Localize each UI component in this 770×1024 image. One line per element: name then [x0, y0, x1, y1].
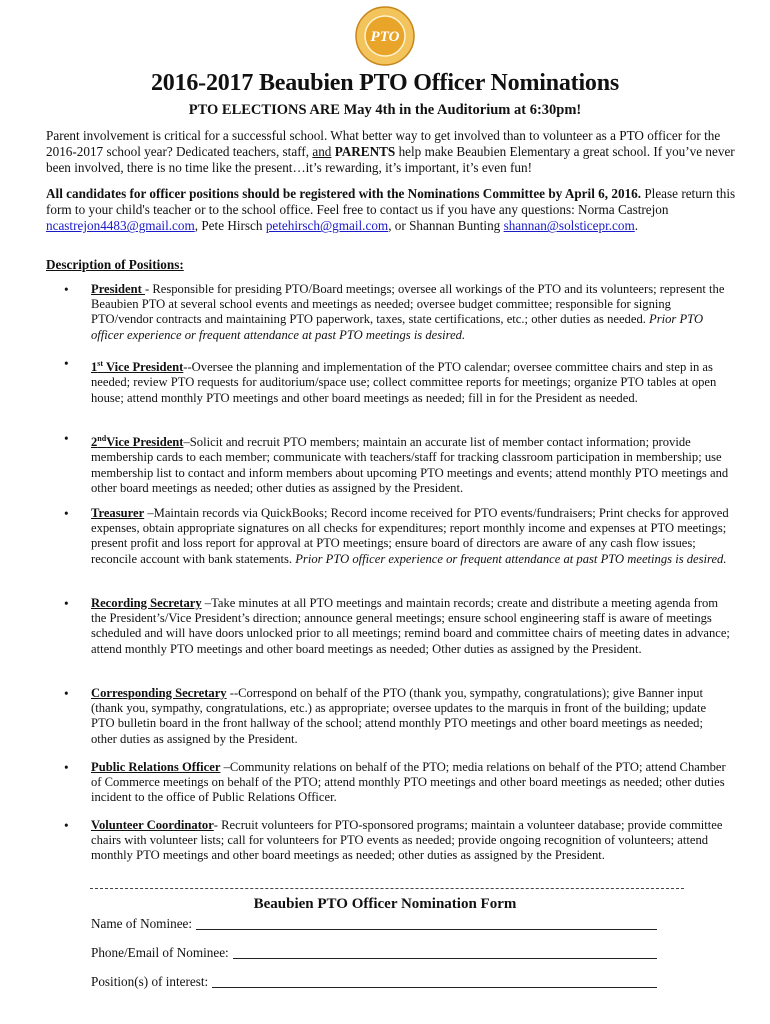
bullet: • — [64, 596, 69, 611]
registration-paragraph — [46, 186, 736, 235]
nominee-contact-line[interactable] — [233, 945, 657, 959]
position-text: –Solicit and recruit PTO members; maintain an accurate list of member contact information; provide membership cards to each member; communicate with teachers/staff for tracking classroom participation in membership; use membership list to contact and inform members about upcoming PTO meetings and events; attend monthly PTO meetings and other board meetings as needed; other duties as assigned by the President. — [91, 435, 729, 495]
position-name: Recording Secretary — [91, 596, 202, 610]
position-interest-label: Position(s) of interest: — [91, 974, 209, 989]
email-link-shannan[interactable]: shannan@solsticepr.com — [503, 218, 635, 234]
position-text: –Take minutes at all PTO meetings and maintain records; create and distribute a meeting agenda from the President’s/Vice President’s direction; announce general meetings; ensure school engineering staff is aware of meetings scheduled and will have doors unlocked prior to all meetings; remind board and committee chairs of meeting dates in advance; attend monthly PTO meetings and other board meetings as needed; Other duties as assigned by the President. — [91, 596, 730, 656]
position-name: 2ndVice President — [91, 434, 184, 450]
position-volunteer-coordinator — [91, 818, 731, 864]
intro-and: and — [312, 144, 332, 160]
registration-text: Please return this form to your child's teacher or to the school office. Feel free to contact us if you have any questions: Norma Castrejon — [46, 186, 736, 218]
description-heading: Description of Positions: — [46, 257, 184, 272]
position-note: Prior PTO officer experience or frequent attendance at past PTO meetings is desired. — [91, 312, 704, 342]
position-text: –Maintain records via QuickBooks; Record income received for PTO events/fundraisers; Print checks for approved expenses, obtain appropriate signatures on all checks for expenditures; report monthly income and expenses at PTO meetings; present profit and loss report for approval at PTO meetings; ensure board of directors are aware of any cash flow issues; reconcile account with bank statements. — [91, 506, 729, 566]
bullet: • — [64, 818, 69, 833]
position-2nd-vice-president — [91, 431, 731, 496]
position-text: --Correspond on behalf of the PTO (thank you, sympathy, congratulations); give Banner input (thank you, sympathy, congratulations, etc.) as appropriate; oversee updates to the marquis in front of the building; update PTO bulletin board in the front hallway of the school; attend monthly PTO meetings and other board meetings as needed; other duties as assigned by the President. — [91, 686, 707, 746]
position-note: Prior PTO officer experience or frequent attendance at past PTO meetings is desired. — [295, 551, 727, 566]
position-text: - Responsible for presiding PTO/Board meetings; oversee all workings of the PTO and its volunteers; represent the Beaubien PTO at several school events and meetings as needed; oversee budget committee; responsible for signing PTO/vendor contracts and maintaining PTO paperwork, taxes, state certifications, etc.; other duties as needed. — [91, 282, 725, 327]
position-name: 1st Vice President — [91, 359, 184, 375]
position-president — [91, 282, 731, 343]
email-link-norma[interactable]: ncastrejon4483@gmail.com — [46, 218, 195, 234]
position-name: Treasurer — [91, 506, 145, 520]
bullet: • — [64, 760, 69, 775]
position-text: --Oversee the planning and implementation of the PTO calendar; oversee committee chairs and step in as needed; review PTO requests for auditorium/space use; collect committee reports for meetings; organize PTO tables at open house; attend monthly PTO meetings and other board meetings as needed; fill in for the President as needed. — [91, 360, 717, 405]
position-interest-line[interactable] — [212, 974, 657, 988]
intro-text: Parent involvement is critical for a successful school. What better way to get involved than to volunteer as a PTO officer for the 2016-2017 school year? Dedicated teachers, staff, — [46, 128, 721, 160]
intro-parents: PARENTS — [334, 144, 396, 160]
position-text: –Community relations on behalf of the PTO; media relations on behalf of the PTO; attend Chamber of Commerce meetings on behalf of the PTO; attend monthly PTO meetings and other board meetings as needed; other duties incident to the office of Public Relations Officer. — [91, 760, 726, 805]
page-title: 2016-2017 Beaubien PTO Officer Nominations — [150, 70, 620, 96]
position-name: President — [91, 282, 145, 296]
position-recording-secretary — [91, 596, 731, 657]
position-public-relations-officer — [91, 760, 731, 806]
position-treasurer — [91, 506, 731, 567]
position-name: Volunteer Coordinator — [91, 818, 214, 832]
position-interest-field[interactable] — [91, 974, 657, 990]
bullet: • — [64, 686, 69, 701]
position-name: Public Relations Officer — [91, 760, 221, 774]
position-1st-vice-president — [91, 356, 731, 406]
registration-deadline: All candidates for officer positions should be registered with the Nominations Committee by April 6, 2016. — [46, 186, 642, 201]
bullet: • — [64, 282, 69, 297]
position-corresponding-secretary — [91, 686, 731, 747]
bullet: • — [64, 506, 69, 521]
nominee-name-line[interactable] — [196, 916, 657, 930]
svg-text:PTO: PTO — [370, 29, 400, 45]
nominee-contact-field[interactable] — [91, 945, 657, 961]
position-text: - Recruit volunteers for PTO-sponsored programs; maintain a volunteer database; provide committee chairs with volunteer lists; call for volunteers for PTO events as needed; provide ongoing recognition of volunteers; attend monthly PTO meetings and other board meetings as needed; other duties as assigned by the President. — [91, 818, 723, 863]
registration-text-3: , or Shannan Bunting — [388, 218, 504, 234]
form-title: Beaubien PTO Officer Nomination Form — [253, 896, 517, 912]
intro-paragraph — [46, 128, 736, 177]
bullet: • — [64, 356, 69, 371]
registration-text-2: , Pete Hirsch — [194, 218, 266, 234]
pto-logo — [355, 6, 415, 66]
nominee-name-label: Name of Nominee: — [91, 916, 193, 931]
registration-end: . — [634, 218, 639, 234]
nominee-name-field[interactable] — [91, 916, 657, 932]
intro-text-2: help make Beaubien Elementary a great school. If you’ve never been involved, there is no time like the present…it’s rewarding, it’s important, it’s even fun! — [46, 144, 735, 176]
dashed-divider — [90, 888, 684, 889]
email-link-pete[interactable]: petehirsch@gmail.com — [265, 218, 389, 234]
page-subtitle: PTO ELECTIONS ARE May 4th in the Auditorium at 6:30pm! — [188, 102, 582, 118]
bullet: • — [64, 431, 69, 446]
position-name: Corresponding Secretary — [91, 686, 227, 700]
nominee-contact-label: Phone/Email of Nominee: — [91, 945, 229, 960]
